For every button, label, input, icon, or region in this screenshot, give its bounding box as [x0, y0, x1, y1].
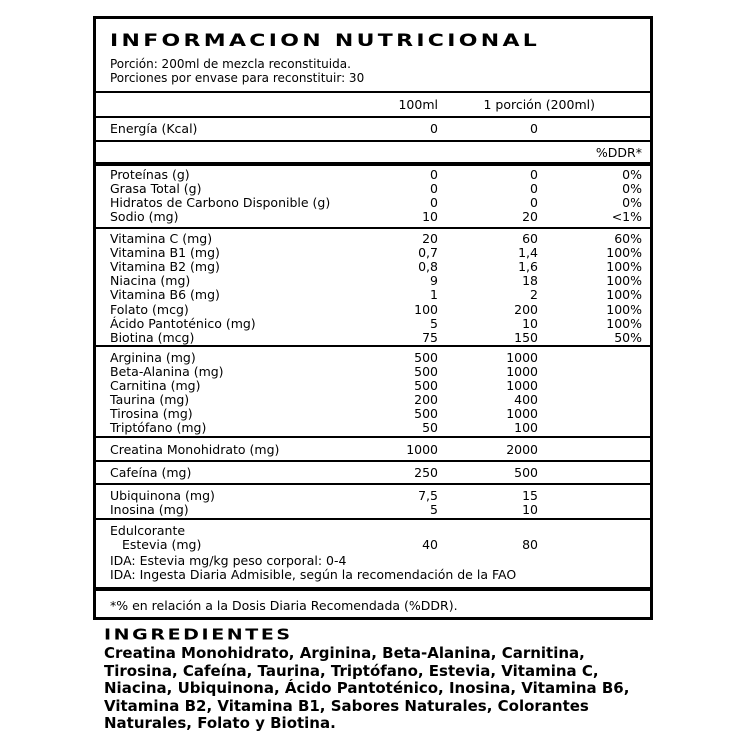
nutrient-row	[96, 489, 650, 503]
nutrition-facts-panel	[93, 16, 653, 620]
ida-definition-note: IDA: Ingesta Diaria Admisible, según la recomendación de la FAO	[110, 567, 517, 582]
nutrient-row	[96, 365, 650, 379]
nutrient-row	[96, 331, 650, 345]
row-value-ddr: 0%	[622, 167, 642, 182]
row-label: Tirosina (mg)	[110, 406, 193, 421]
row-label: Arginina (mg)	[110, 350, 196, 365]
row-value-portion: 200	[514, 301, 538, 317]
nutrient-row	[96, 288, 650, 302]
row-label: Grasa Total (g)	[110, 181, 202, 196]
row-value-portion: 0	[530, 181, 538, 196]
row-label: Sodio (mg)	[110, 209, 179, 224]
sweetener-row	[96, 538, 650, 552]
row-value-100ml: 0,8	[418, 259, 438, 275]
nutrient-row	[96, 407, 650, 421]
row-label: Biotina (mcg)	[110, 329, 195, 345]
row-value-100ml: 20	[422, 231, 438, 246]
row-label: Energía (Kcal)	[110, 121, 198, 136]
row-value-portion: 18	[522, 273, 538, 289]
divider	[96, 116, 650, 118]
row-label: Vitamina C (mg)	[110, 231, 213, 246]
row-label: Proteínas (g)	[110, 167, 190, 182]
row-label: Taurina (mg)	[110, 392, 190, 407]
nutrient-row	[96, 274, 650, 288]
row-label: Triptófano (mg)	[110, 420, 207, 435]
row-value-portion: 80	[522, 537, 538, 552]
nutrient-row	[96, 393, 650, 407]
nutrient-row	[96, 260, 650, 274]
row-label: Estevia (mg)	[122, 537, 202, 552]
nutrient-row	[96, 421, 650, 435]
row-value-100ml: 10	[422, 209, 438, 224]
divider	[96, 587, 650, 591]
row-value-portion: 1,4	[518, 245, 538, 261]
nutrient-row	[96, 182, 650, 196]
row-value-100ml: 500	[414, 406, 438, 421]
row-value-100ml: 0	[430, 181, 438, 196]
row-value-100ml: 75	[422, 329, 438, 345]
row-value-portion: 1,6	[518, 259, 538, 275]
ddr-header-row	[96, 146, 650, 160]
panel-title: INFORMACION NUTRICIONAL	[110, 31, 541, 51]
divider	[96, 460, 650, 462]
column-header-row	[96, 98, 650, 112]
nutrient-row	[96, 210, 650, 224]
row-value-portion: 0	[530, 167, 538, 182]
divider	[96, 227, 650, 229]
row-label: Cafeína (mg)	[110, 465, 192, 480]
row-value-ddr: 100%	[606, 273, 642, 289]
row-label: Vitamina B2 (mg)	[110, 259, 220, 275]
nutrient-row	[96, 246, 650, 260]
ida-stevia-note: IDA: Estevia mg/kg peso corporal: 0-4	[110, 553, 347, 568]
row-label: Creatina Monohidrato (mg)	[110, 442, 280, 457]
row-value-portion: 100	[514, 420, 538, 435]
creatine-row	[96, 443, 650, 457]
row-value-100ml: 5	[430, 502, 438, 517]
row-value-100ml: 500	[414, 364, 438, 379]
row-value-portion: 10	[522, 502, 538, 517]
row-value-ddr: 100%	[606, 287, 642, 303]
row-label: Beta-Alanina (mg)	[110, 364, 224, 379]
row-value-portion: 0	[530, 121, 538, 136]
row-value-100ml: 0,7	[418, 245, 438, 261]
row-value-ddr: 100%	[606, 259, 642, 275]
row-label: Ácido Pantoténico (mg)	[110, 315, 256, 331]
row-value-portion: 20	[522, 209, 538, 224]
row-value-100ml: 40	[422, 537, 438, 552]
nutrient-row	[96, 196, 650, 210]
sweetener-header-row	[96, 524, 650, 538]
row-value-100ml: 500	[414, 350, 438, 365]
row-value-100ml: 1000	[406, 442, 438, 457]
ingredients-list: Creatina Monohidrato, Arginina, Beta-Alanina, Carnitina, Tirosina, Cafeína, Taurina, Triptófano, Estevia, Vitamina C, Niacina, Ubiquinona, Ácido Pantoténico, Inosina, Vitamina B6, Vitamina B2, Vitamina B1, Sabores Naturales, Colorantes Naturales, Folato y Biotina.	[104, 644, 630, 733]
row-value-ddr: 100%	[606, 301, 642, 317]
divider	[96, 91, 650, 93]
row-value-ddr: 0%	[622, 195, 642, 210]
col-per100-header: 100ml	[398, 97, 438, 112]
row-label: Folato (mcg)	[110, 301, 189, 317]
nutrient-row	[96, 168, 650, 182]
divider	[96, 140, 650, 142]
row-value-100ml: 50	[422, 420, 438, 435]
row-value-100ml: 1	[430, 287, 438, 303]
divider	[96, 436, 650, 438]
row-value-portion: 10	[522, 315, 538, 331]
row-value-ddr: 100%	[606, 245, 642, 261]
row-value-portion: 1000	[506, 364, 538, 379]
row-value-ddr: 0%	[622, 181, 642, 196]
divider	[96, 345, 650, 347]
row-value-100ml: 200	[414, 392, 438, 407]
col-ddr-header: %DDR*	[595, 145, 642, 160]
divider	[96, 483, 650, 485]
col-portion-header: 1 porción (200ml)	[483, 97, 595, 112]
row-value-portion: 400	[514, 392, 538, 407]
row-value-portion: 2	[530, 287, 538, 303]
row-value-100ml: 100	[414, 301, 438, 317]
nutrient-row	[96, 379, 650, 393]
row-value-portion: 15	[522, 488, 538, 503]
row-value-portion: 1000	[506, 350, 538, 365]
energy-row	[96, 122, 650, 136]
row-value-100ml: 500	[414, 378, 438, 393]
row-value-100ml: 5	[430, 315, 438, 331]
row-value-100ml: 0	[430, 167, 438, 182]
row-value-100ml: 0	[430, 121, 438, 136]
row-label: Niacina (mg)	[110, 273, 191, 289]
row-value-portion: 0	[530, 195, 538, 210]
row-label: Inosina (mg)	[110, 502, 189, 517]
row-label: Edulcorante	[110, 523, 186, 538]
row-value-100ml: 7,5	[418, 488, 438, 503]
nutrient-row	[96, 232, 650, 246]
row-label: Vitamina B6 (mg)	[110, 287, 220, 303]
portion-text: Porción: 200ml de mezcla reconstituida.	[110, 57, 351, 71]
nutrient-row	[96, 303, 650, 317]
row-value-ddr: 100%	[606, 315, 642, 331]
nutrient-row	[96, 317, 650, 331]
row-value-ddr: <1%	[611, 209, 642, 224]
row-value-100ml: 250	[414, 465, 438, 480]
divider	[96, 162, 650, 166]
row-value-portion: 2000	[506, 442, 538, 457]
row-value-portion: 1000	[506, 378, 538, 393]
row-value-100ml: 0	[430, 195, 438, 210]
caffeine-row	[96, 466, 650, 480]
row-label: Hidratos de Carbono Disponible (g)	[110, 195, 331, 210]
row-value-portion: 60	[522, 231, 538, 246]
servings-text: Porciones por envase para reconstituir: 30	[110, 71, 365, 85]
row-label: Carnitina (mg)	[110, 378, 201, 393]
row-label: Ubiquinona (mg)	[110, 488, 215, 503]
row-value-portion: 150	[514, 329, 538, 345]
row-value-ddr: 60%	[614, 231, 642, 246]
ingredients-title: INGREDIENTES	[104, 626, 293, 644]
row-value-100ml: 9	[430, 273, 438, 289]
divider	[96, 518, 650, 520]
nutrient-row	[96, 351, 650, 365]
row-value-ddr: 50%	[614, 329, 642, 345]
ddr-footnote: *% en relación a la Dosis Diaria Recomendada (%DDR).	[110, 598, 458, 613]
row-label: Vitamina B1 (mg)	[110, 245, 220, 261]
nutrient-row	[96, 503, 650, 517]
row-value-portion: 500	[514, 465, 538, 480]
row-value-portion: 1000	[506, 406, 538, 421]
